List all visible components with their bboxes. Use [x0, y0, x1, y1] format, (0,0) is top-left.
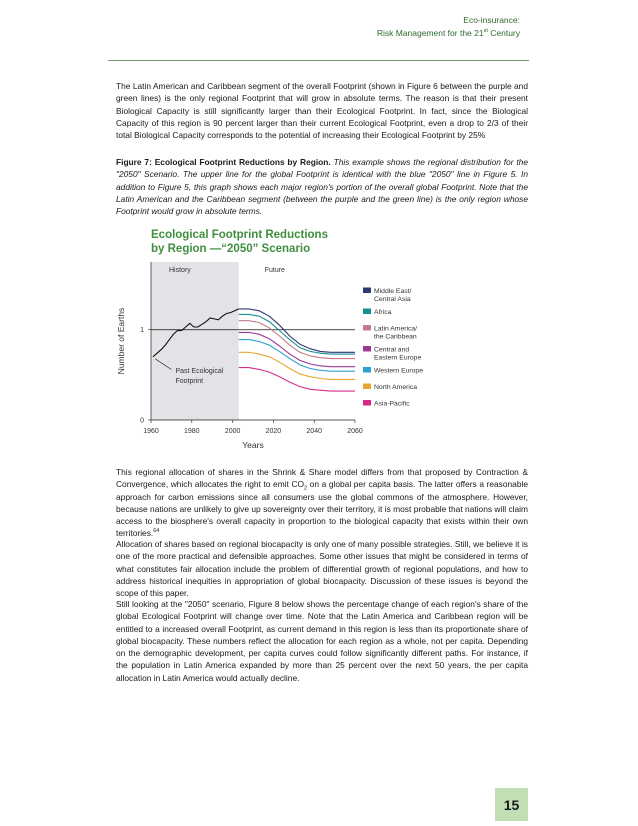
paragraph-2-part-a: This regional allocation of shares in the Shrink & Share model differs from that proposed by Contraction & Convergence, which allocates the right to emit CO: [116, 467, 528, 490]
legend-swatch-6: [363, 400, 371, 406]
x-tick-label: 2000: [224, 428, 241, 435]
x-tick-label: 1980: [184, 428, 200, 435]
x-tick-label: 2040: [306, 428, 322, 435]
caption-title: Figure 7: Ecological Footprint Reductions by Region.: [116, 157, 331, 167]
legend-swatch-2: [363, 325, 371, 331]
footnote-ref-64: 64: [153, 528, 160, 535]
legend-label-3: Central and: [374, 346, 410, 354]
history-label: History: [169, 267, 191, 274]
x-tick-label: 2020: [265, 428, 282, 435]
x-axis-label: Years: [242, 440, 264, 450]
legend-label2-2: the Caribbean: [374, 333, 417, 341]
annotation-text-2: Footprint: [175, 378, 204, 386]
paragraph-2: [116, 466, 528, 540]
chart-title-line-2: by Region —“2050” Scenario: [151, 243, 311, 255]
chart-title-line-1: Ecological Footprint Reductions: [151, 229, 328, 241]
history-shading: [151, 262, 239, 420]
paragraph-2-part-b: on a global per capita basis. The latter offers a reasonable approach for carbon emissions since all consumers use the global commons of the atmosphere. However, because nations are unlikely to give up sovereignty over their territory, it is most probable that nations will claim access to the biosphere's overall capacity in proportion to the biological capacity that exists within their own territories.: [116, 479, 529, 539]
y-tick-label: 1: [140, 327, 144, 335]
legend-swatch-5: [363, 384, 371, 390]
header-line-2-tail: Century: [487, 28, 520, 38]
header-line-2-text: Risk Management for the 21: [376, 28, 484, 38]
series-line-2: [239, 321, 355, 359]
page-number: 15: [495, 788, 528, 821]
paragraph-4: Still looking at the "2050" scenario, Figure 8 below shows the percentage change of each region's share of the global Ecological Footprint will change over time. Note that the Latin America and Caribbean region will be entitled to a increased overall Footprint, as current demand in this region is less than its proportionate share of global biocapacity. These numbers reflect the allocation for each region as a whole, not per capita. Depending on the demographic development, per capita curves could follow significantly different paths. For instance, if the population in Latin America expanded by more than 25 percent over the next 50 years, the per capita allocation in Latin America would actually decline.: [116, 599, 528, 683]
legend-label2-3: Eastern Europe: [374, 354, 422, 362]
legend-label-4: Western Europe: [374, 367, 423, 375]
legend-label2-0: Central Asia: [374, 296, 411, 303]
legend-label-1: Africa: [374, 309, 392, 316]
series-line-5: [239, 352, 355, 379]
legend-swatch-4: [363, 367, 371, 373]
legend-label-6: Asia-Pacific: [374, 400, 410, 408]
legend-swatch-3: [363, 346, 371, 352]
series-line-1: [239, 314, 355, 354]
co2-subscript: 2: [304, 485, 308, 492]
paragraph-3: Allocation of shares based on regional biocapacity is only one of many possible strategies. Still, we believe it is one of the more practical and defensible approaches. Some other issues that might be considered in terms of what constitutes fair allocation include the problem of differential growth of regional populations, and how to address historical inequities in appropriation of global biocapacity. Discussion of these issues is beyond the scope of this paper.: [116, 539, 528, 599]
y-tick-label: 0: [140, 417, 144, 425]
legend-label-2: Latin America/: [374, 325, 418, 333]
caption-text: This example shows the regional distribution for the "2050" Scenario. The upper line for the global Footprint is identical with the blue "2050" line in Figure 5. In addition to Figure 5, this graph shows each major region's portion of the overall global Footprint. Note that the Latin American and the Caribbean segment (between the purple and the green line) is the only region whose Footprint would grow in absolute terms.: [116, 157, 528, 217]
paragraph-1: The Latin American and Caribbean segment of the overall Footprint (shown in Figure 6 between the purple and green lines) is the only regional Footprint that will grow in absolute terms. The reason is that their present Biological Capacity is still significantly larger than their Ecological Footprint. In fact, since the Biological Capacity of this region is 90 percent larger than their current Ecological Footprint, even a drop to 2/3 of their total Biological Capacity corresponds to the potential of increasing their Ecological Footprint by 25%: [116, 81, 528, 141]
y-axis-label: Number of Earths: [116, 307, 126, 375]
annotation-text-1: Past Ecological: [175, 368, 224, 376]
legend-label-0: Middle East/: [374, 288, 412, 295]
legend-label-5: North America: [374, 384, 418, 391]
x-tick-label: 1960: [143, 428, 159, 435]
future-label: Future: [264, 267, 285, 274]
legend-swatch-0: [363, 288, 371, 294]
header-line-1: Eco-insurance:: [463, 15, 520, 25]
header-sup: st: [483, 28, 488, 35]
legend-swatch-1: [363, 309, 371, 315]
x-tick-label: 2060: [347, 428, 363, 435]
